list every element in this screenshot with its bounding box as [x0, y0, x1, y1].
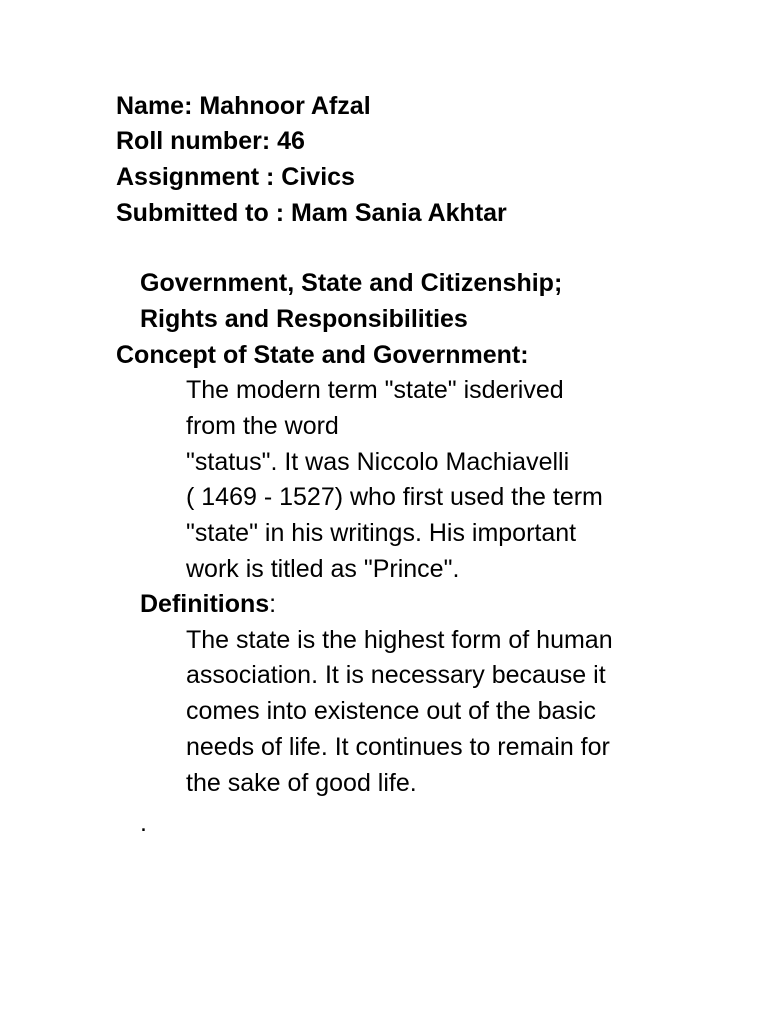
title-line-2: Rights and Responsibilities — [140, 305, 468, 333]
concept-line: from the word — [186, 412, 339, 440]
concept-line: "status". It was Niccolo Machiavelli — [186, 448, 570, 476]
definitions-heading: Definitions — [140, 590, 270, 618]
definition-line: The state is the highest form of human — [186, 626, 613, 654]
submitted-to: Submitted to : Mam Sania Akhtar — [116, 199, 507, 227]
title-line-1: Government, State and Citizenship; — [140, 269, 563, 297]
definitions-heading-row — [140, 586, 276, 622]
assignment-subject: Assignment : Civics — [116, 163, 355, 191]
roll-number: Roll number: 46 — [116, 127, 305, 155]
definition-line: association. It is necessary because it — [186, 661, 606, 689]
concept-line: work is titled as "Prince". — [186, 555, 460, 583]
student-name: Name: Mahnoor Afzal — [116, 92, 371, 120]
trailing-dot: . — [140, 809, 147, 837]
concept-line: "state" in his writings. His important — [186, 519, 577, 547]
definition-line: comes into existence out of the basic — [186, 697, 596, 725]
concept-line: ( 1469 - 1527) who first used the term — [186, 483, 603, 511]
definitions-colon: : — [269, 590, 277, 618]
concept-line: The modern term "state" isderived — [186, 376, 564, 404]
concept-heading: Concept of State and Government: — [116, 341, 529, 369]
definition-line: needs of life. It continues to remain for — [186, 733, 610, 761]
definition-line: the sake of good life. — [186, 769, 417, 797]
